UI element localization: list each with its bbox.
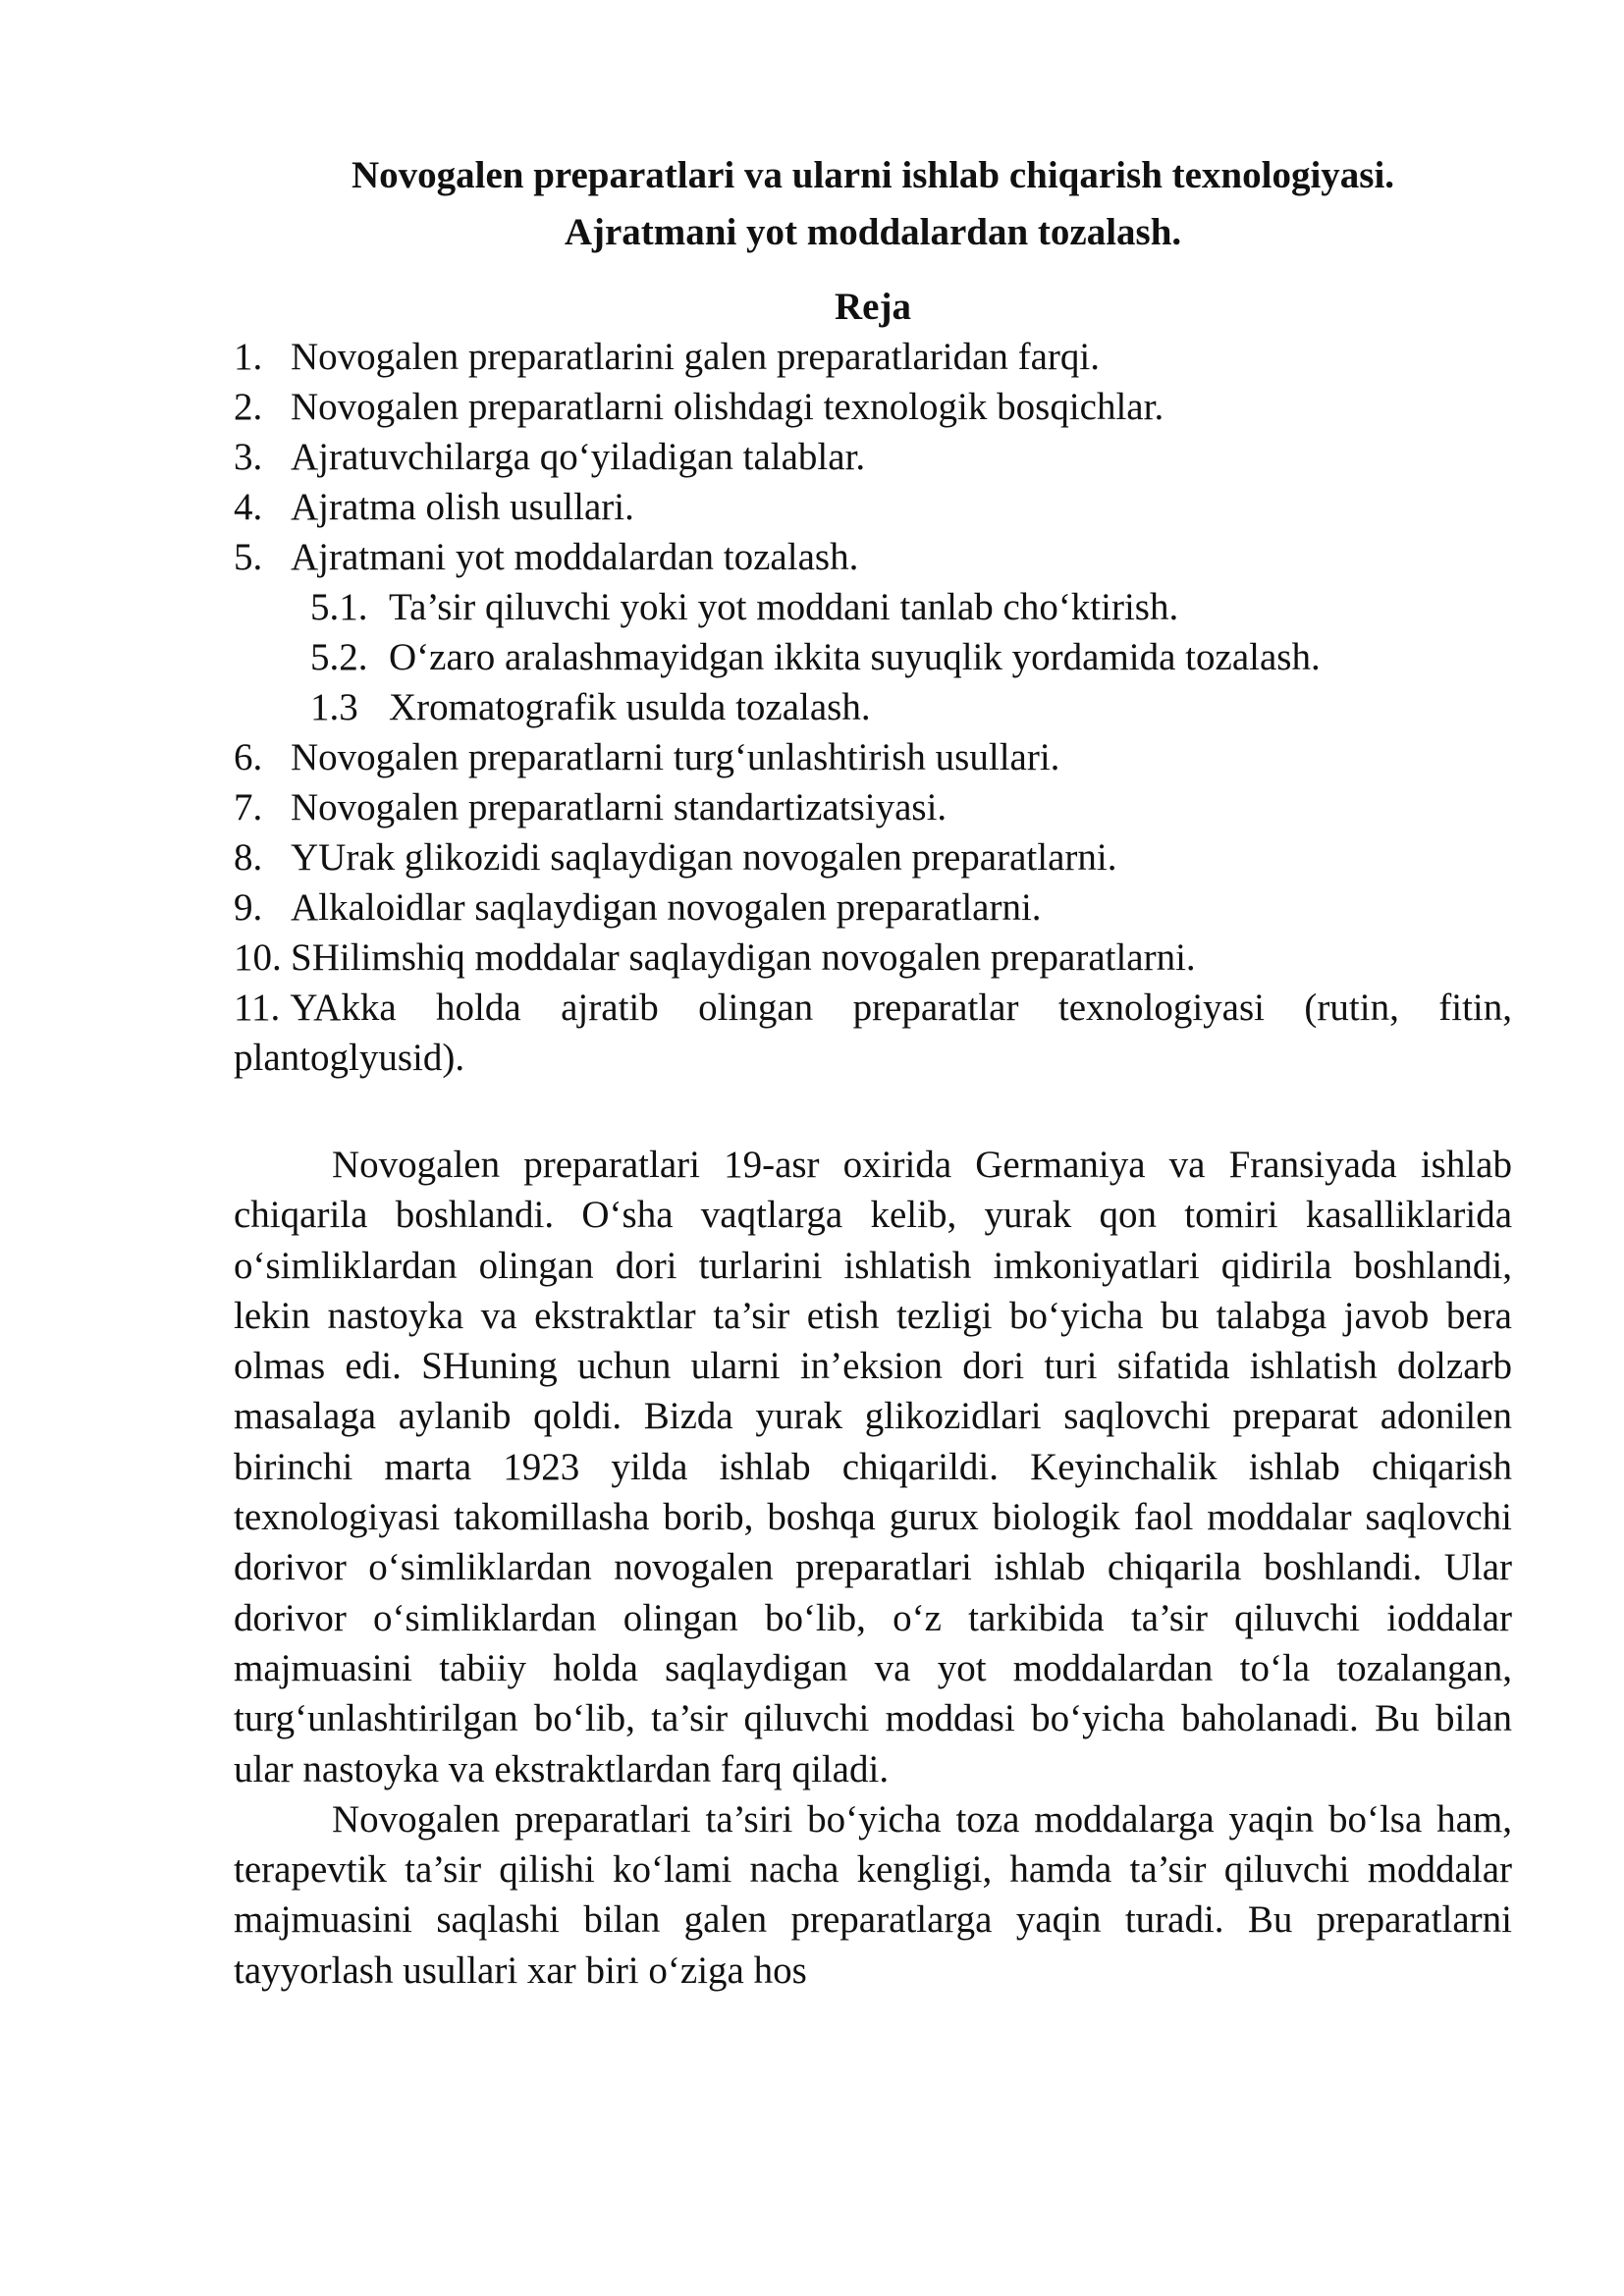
plan-heading: Reja: [835, 286, 911, 328]
plan-item: [234, 882, 1512, 933]
plan-item-number: 1.3: [310, 686, 358, 728]
plan-item-text: O‘zaro aralashmayidgan ikkita suyuqlik yordamida tozalash.: [389, 636, 1321, 678]
plan-item: [234, 482, 1512, 532]
plan-subitem: [234, 632, 1512, 682]
plan-item-text: Novogalen preparatlarini galen preparatlaridan farqi.: [291, 336, 1101, 378]
document-title: [234, 147, 1512, 261]
plan-item: [234, 532, 1512, 582]
plan-item-number: 8.: [234, 836, 263, 879]
plan-list: [234, 332, 1512, 1083]
plan-item-text: YAkka holda ajratib olingan preparatlar texnologiyasi (rutin, fitin, plantoglyusid).: [234, 987, 1512, 1079]
plan-item-text: YUrak glikozidi saqlaydigan novogalen preparatlarni.: [291, 836, 1117, 879]
plan-item-number: 7.: [234, 786, 263, 828]
paragraph: Novogalen preparatlari ta’siri bo‘yicha toza moddalarga yaqin bo‘lsa ham, terapevtik ta’sir qilishi ko‘lami nacha kengligi, hamda ta’sir qiluvchi moddalar majmuasini saqlashi bilan galen preparatlarga yaqin turadi. Bu preparatlarni tayyorlash usullari xar biri o‘ziga hos: [234, 1797, 1512, 1992]
plan-item-number: 9.: [234, 886, 263, 929]
plan-item: [234, 732, 1512, 782]
plan-item-number: 2.: [234, 386, 263, 428]
plan-item-text: Novogalen preparatlarni olishdagi texnologik bosqichlar.: [291, 386, 1164, 428]
plan-item-text: SHilimshiq moddalar saqlaydigan novogalen preparatlarni.: [291, 936, 1196, 979]
plan-item: [234, 382, 1512, 432]
plan-item: [234, 432, 1512, 482]
plan-item-number: 5.2.: [310, 636, 368, 678]
plan-item-number: 3.: [234, 436, 263, 478]
body-text: [234, 1140, 1512, 1996]
plan-item: [234, 933, 1512, 983]
paragraph: Novogalen preparatlari 19-asr oxirida Germaniya va Fransiyada ishlab chiqarila boshlandi. O‘sha vaqtlarga kelib, yurak qon tomiri kasalliklarida o‘simliklardan olingan dori turlarini ishlatish imkoniyatlari qidirila boshlandi, lekin nastoyka va ekstraktlar ta’sir etish tezligi bo‘yicha bu talabga javob bera olmas edi. SHuning uchun ularni in’eksion dori turi sifatida ishlatish dolzarb masalaga aylanib qoldi. Bizda yurak glikozidlari saqlovchi preparat adonilen birinchi marta 1923 yilda ishlab chiqarildi. Keyinchalik ishlab chiqarish texnologiyasi takomillasha borib, boshqa gurux biologik faol moddalar saqlovchi dorivor o‘simliklardan novogalen preparatlari ishlab chiqarila boshlandi. Ular dorivor o‘simliklardan olingan bo‘lib, o‘z tarkibida ta’sir qiluvchi ioddalar majmuasini tabiiy holda saqlaydigan va yot moddalardan to‘la tozalangan, turg‘unlashtirilgan bo‘lib, ta’sir qiluvchi moddasi bo‘yicha baholanadi. Bu bilan ular nastoyka va ekstraktlardan farq qiladi.: [234, 1144, 1512, 1790]
title-line-1: Novogalen preparatlari va ularni ishlab chiqarish texnologiyasi.: [351, 154, 1395, 196]
plan-item-text: Ajratma olish usullari.: [291, 486, 634, 528]
plan-item-text: Ajratuvchilarga qo‘yiladigan talablar.: [291, 436, 866, 478]
plan-item-number: 10.: [234, 936, 282, 979]
plan-item-number: 4.: [234, 486, 263, 528]
plan-item: [234, 832, 1512, 882]
title-line-2: Ajratmani yot moddalardan tozalash.: [564, 211, 1182, 253]
plan-item-number: 6.: [234, 736, 263, 778]
plan-item-number: 1.: [234, 336, 263, 378]
plan-item: [234, 983, 1512, 1083]
plan-item-text: Novogalen preparatlarni standartizatsiyasi.: [291, 786, 947, 828]
plan-item-number: 5.: [234, 536, 263, 578]
plan-item-text: Novogalen preparatlarni turg‘unlashtirish usullari.: [291, 736, 1060, 778]
plan-item-text: Xromatografik usulda tozalash.: [389, 686, 871, 728]
plan-subitem: [234, 682, 1512, 732]
plan-item-text: Alkaloidlar saqlaydigan novogalen preparatlarni.: [291, 886, 1042, 929]
plan-subitem: [234, 582, 1512, 632]
plan-item: [234, 782, 1512, 832]
plan-item-number: 11.: [234, 987, 281, 1029]
plan-item-text: Ta’sir qiluvchi yoki yot moddani tanlab cho‘ktirish.: [389, 586, 1179, 628]
document-page: [234, 147, 1512, 1996]
plan-item-text: Ajratmani yot moddalardan tozalash.: [291, 536, 859, 578]
plan-item-number: 5.1.: [310, 586, 368, 628]
plan-item: [234, 332, 1512, 382]
